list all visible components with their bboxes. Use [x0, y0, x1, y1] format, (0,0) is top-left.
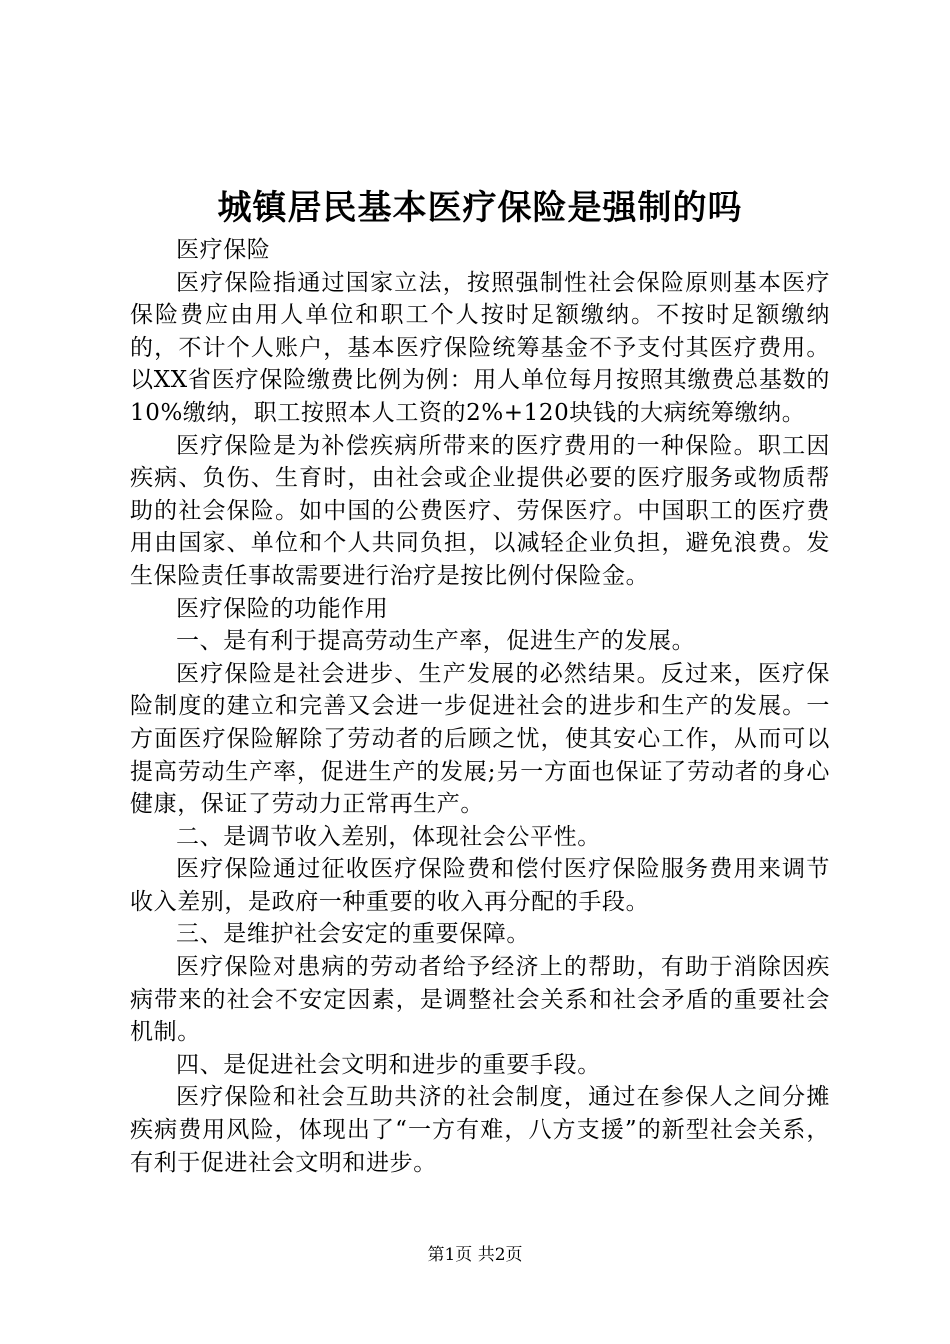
document-title: 城镇居民基本医疗保险是强制的吗 — [217, 188, 743, 228]
paragraph-heading-medical-insurance: 医疗保险 — [176, 237, 271, 263]
paragraph-compensation: 医疗保险是为补偿疾病所带来的医疗费用的一种保险。职工因疾病、负伤、生育时，由社会或企业提供必要的医疗服务或物质帮助的社会保险。如中国的公费医疗、劳保医疗。中国职工的医疗费用由国家、单位和个人共同负担，以减轻企业负担，避免浪费。发生保险责任事故需要进行治疗是按比例付保险金。 — [130, 432, 830, 589]
paragraph-point-four-detail: 医疗保险和社会互助共济的社会制度，通过在参保人之间分摊疾病费用风险，体现出了“一方有难，八方支援”的新型社会关系，有利于促进社会文明和进步。 — [130, 1084, 830, 1176]
document-body — [130, 234, 830, 1179]
paragraph-point-two-detail: 医疗保险通过征收医疗保险费和偿付医疗保险服务费用来调节收入差别，是政府一种重要的收入再分配的手段。 — [130, 856, 830, 915]
paragraph-point-one-detail: 医疗保险是社会进步、生产发展的必然结果。反过来，医疗保险制度的建立和完善又会进一步促进社会的进步和生产的发展。一方面医疗保险解除了劳动者的后顾之忧，使其安心工作，从而可以提高劳动生产率，促进生产的发展;另一方面也保证了劳动者的身心健康，保证了劳动力正常再生产。 — [130, 660, 830, 818]
paragraph-point-three: 三、是维护社会安定的重要保障。 — [176, 921, 530, 948]
paragraph-heading-functions: 医疗保险的功能作用 — [176, 595, 389, 622]
paragraph-point-four: 四、是促进社会文明和进步的重要手段。 — [176, 1051, 601, 1078]
paragraph-definition: 医疗保险指通过国家立法，按照强制性社会保险原则基本医疗保险费应由用人单位和职工个人按时足额缴纳。不按时足额缴纳的，不计个人账户，基本医疗保险统筹基金不予支付其医疗费用。以XX省医疗保险缴费比例为例：用人单位每月按照其缴费总基数的10%缴纳，职工按照本人工资的2%+120块钱的大病统筹缴纳。 — [130, 269, 830, 426]
paragraph-point-one: 一、是有利于提高劳动生产率，促进生产的发展。 — [176, 628, 696, 655]
page-number-footer: 第1页 共2页 — [427, 1245, 523, 1265]
paragraph-point-three-detail: 医疗保险对患病的劳动者给予经济上的帮助，有助于消除因疾病带来的社会不安定因素，是调整社会关系和社会矛盾的重要社会机制。 — [130, 954, 830, 1046]
paragraph-point-two: 二、是调节收入差别，体现社会公平性。 — [176, 823, 601, 850]
